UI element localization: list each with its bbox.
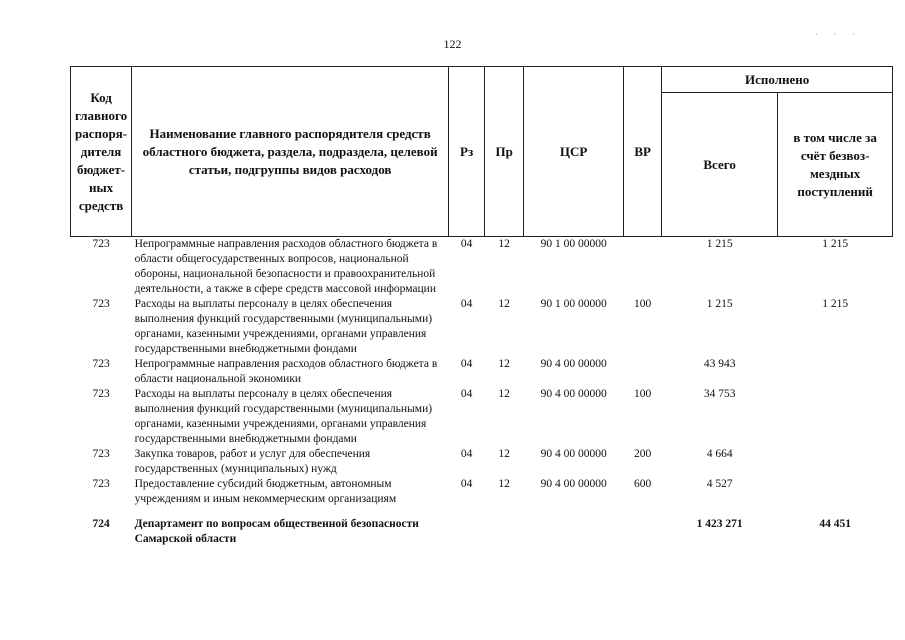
- row-incl: [778, 387, 893, 447]
- header-vr: ВР: [624, 67, 662, 237]
- table-row: [71, 447, 893, 477]
- department-vr: [624, 517, 662, 547]
- row-rz: 04: [460, 358, 473, 370]
- table-row: [71, 237, 893, 298]
- spacer-cell: [71, 507, 893, 517]
- header-executed: Исполнено: [662, 67, 893, 93]
- row-rz: 04: [460, 388, 473, 400]
- header-name: Наименование главного распорядителя средств областного бюджета, раздела, подраздела, целевой статьи, подгруппы видов расходов: [132, 67, 449, 237]
- spacer-row: [71, 507, 893, 517]
- header-incl: в том числе за счёт безвоз-мездных поступлений: [778, 93, 893, 237]
- budget-table: [70, 66, 893, 547]
- row-total: 4 527: [706, 478, 733, 490]
- row-name: Расходы на выплаты персоналу в целях обеспечения выполнения функций государственными (муниципальными) органами, казенными учреждениями, органами управления государственными внебюджетными фондами: [134, 388, 433, 445]
- row-pr: 12: [498, 298, 510, 310]
- department-rz: [449, 517, 485, 547]
- row-pr: 12: [498, 448, 510, 460]
- row-csr: 90 4 00 00000: [540, 478, 607, 490]
- row-code: 723: [92, 478, 110, 490]
- row-total: 4 664: [706, 448, 733, 460]
- department-code: 724: [92, 518, 110, 530]
- row-csr: 90 4 00 00000: [540, 358, 607, 370]
- row-code: 723: [92, 448, 110, 460]
- row-name: Закупка товаров, работ и услуг для обеспечения государственных (муниципальных) нужд: [134, 448, 371, 475]
- row-total: 43 943: [703, 358, 736, 370]
- row-vr: [624, 237, 662, 298]
- table-row: [71, 297, 893, 357]
- department-pr: [485, 517, 524, 547]
- row-total: 34 753: [703, 388, 736, 400]
- table-row: [71, 387, 893, 447]
- row-code: 723: [92, 358, 110, 370]
- row-incl: [778, 477, 893, 507]
- header-total: Всего: [662, 93, 778, 237]
- header-csr: ЦСР: [524, 67, 624, 237]
- row-name: Непрограммные направления расходов областного бюджета в области общегосударственных вопросов, национальной обороны, национальной безопасности и правоохранительной деятельности, а также в сфере средств массовой информации: [134, 238, 438, 295]
- row-csr: 90 4 00 00000: [540, 388, 607, 400]
- row-pr: 12: [498, 238, 510, 250]
- department-row: [71, 517, 893, 547]
- row-vr: 100: [634, 298, 652, 310]
- row-code: 723: [92, 388, 110, 400]
- row-vr: 100: [634, 388, 652, 400]
- department-csr: [524, 517, 624, 547]
- table-row: [71, 477, 893, 507]
- header-code: Код главного распоря-дителя бюджет-ных средств: [71, 67, 132, 237]
- row-incl: [778, 447, 893, 477]
- row-pr: 12: [498, 358, 510, 370]
- row-csr: 90 4 00 00000: [540, 448, 607, 460]
- department-total: 1 423 271: [696, 518, 743, 530]
- row-vr: 200: [634, 448, 652, 460]
- row-rz: 04: [460, 478, 473, 490]
- table-row: [71, 357, 893, 387]
- table-header: [71, 67, 893, 237]
- row-name: Расходы на выплаты персоналу в целях обеспечения выполнения функций государственными (муниципальными) органами, казенными учреждениями, органами управления государственными внебюджетными фондами: [134, 298, 433, 355]
- header-pr: Пр: [485, 67, 524, 237]
- row-pr: 12: [498, 388, 510, 400]
- department-incl: 44 451: [819, 518, 851, 530]
- row-rz: 04: [460, 448, 473, 460]
- row-vr: [624, 357, 662, 387]
- row-pr: 12: [498, 478, 510, 490]
- row-rz: 04: [460, 298, 473, 310]
- row-code: 723: [92, 298, 110, 310]
- row-csr: 90 1 00 00000: [540, 238, 607, 250]
- header-rz: Рз: [449, 67, 485, 237]
- scan-artifact: · · ·: [815, 30, 855, 39]
- row-csr: 90 1 00 00000: [540, 298, 607, 310]
- row-name: Предоставление субсидий бюджетным, автономным учреждениям и иным некоммерческим организациям: [134, 478, 397, 505]
- table-body: [71, 237, 893, 548]
- department-name: Департамент по вопросам общественной безопасности Самарской области: [134, 518, 419, 545]
- row-total: 1 215: [706, 298, 733, 310]
- row-total: 1 215: [706, 238, 733, 250]
- row-rz: 04: [460, 238, 473, 250]
- row-incl: [778, 357, 893, 387]
- row-vr: 600: [634, 478, 652, 490]
- page-number: 122: [443, 37, 462, 51]
- row-name: Непрограммные направления расходов областного бюджета в области национальной экономики: [134, 358, 438, 385]
- row-incl: 1 215: [822, 238, 849, 250]
- row-incl: 1 215: [822, 298, 849, 310]
- row-code: 723: [92, 238, 110, 250]
